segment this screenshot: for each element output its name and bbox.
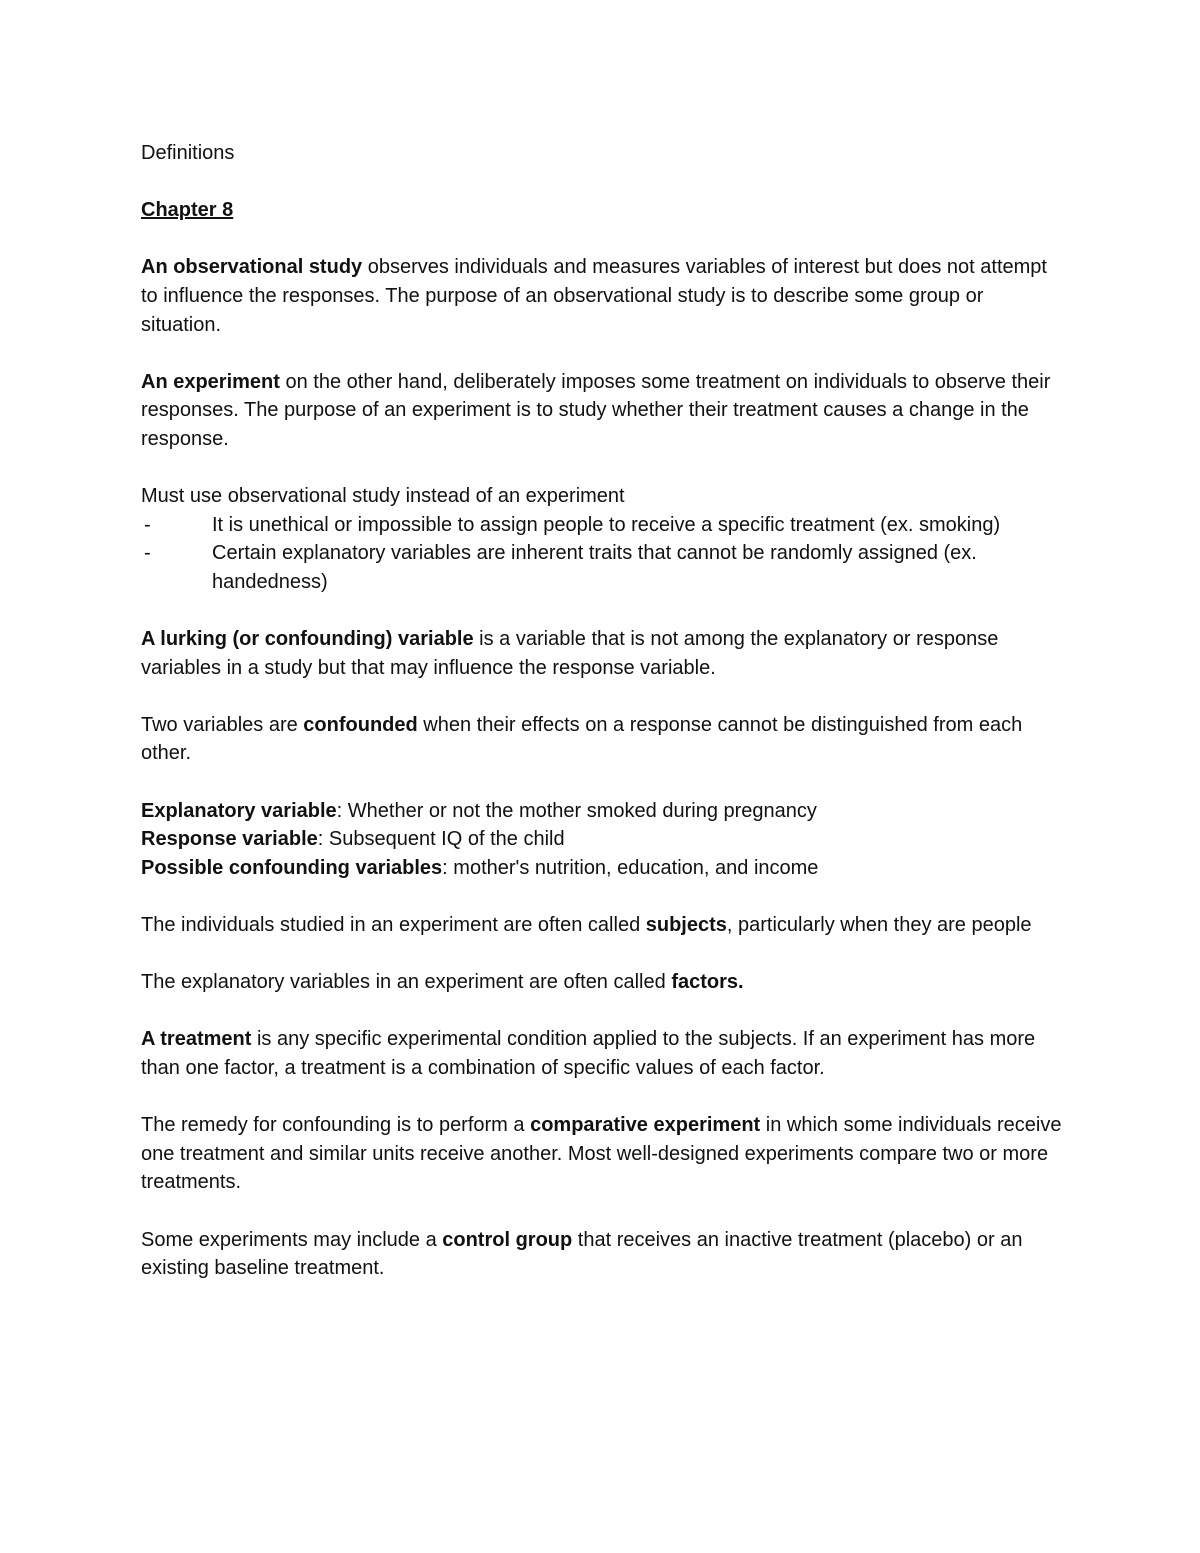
text-segment: The explanatory variables in an experiment are often called bbox=[141, 971, 672, 994]
paragraph-treatment bbox=[141, 1025, 1066, 1082]
definition-text: on the other hand, deliberately imposes some treatment on individuals to observe their responses. The purpose of an experiment is to study whether their treatment causes a change in the response. bbox=[141, 370, 1051, 450]
label-explanatory-variable: Explanatory variable bbox=[141, 799, 337, 822]
paragraph-factors bbox=[141, 968, 1066, 997]
paragraph-confounded bbox=[141, 711, 1066, 768]
term-confounded: confounded bbox=[303, 713, 418, 736]
list-item-text: It is unethical or impossible to assign people to receive a specific treatment (ex. smoking) bbox=[212, 513, 1001, 536]
example-explanatory bbox=[141, 797, 1066, 826]
dash-bullet: - bbox=[144, 542, 151, 565]
paragraph-observational-study bbox=[141, 253, 1066, 339]
text-segment: : Subsequent IQ of the child bbox=[317, 828, 565, 851]
paragraph-experiment bbox=[141, 368, 1066, 454]
document-page bbox=[141, 139, 1066, 1283]
text-segment: Some experiments may include a bbox=[141, 1228, 443, 1251]
list-item bbox=[141, 539, 1066, 596]
paragraph-lurking-variable bbox=[141, 625, 1066, 682]
label-confounding-variables: Possible confounding variables bbox=[141, 856, 443, 879]
list-item-text: Certain explanatory variables are inherent traits that cannot be randomly assigned (ex. handedness) bbox=[212, 542, 977, 593]
term-factors: factors. bbox=[671, 971, 744, 994]
term-control-group: control group bbox=[442, 1228, 573, 1251]
term-observational-study: An observational study bbox=[141, 256, 363, 279]
term-subjects: subjects bbox=[645, 914, 727, 937]
must-use-intro: Must use observational study instead of an experiment bbox=[141, 485, 625, 508]
text-segment: , particularly when they are people bbox=[726, 914, 1032, 937]
definition-text: is a variable that is not among the explanatory or response variables in a study but that may influence the response variable. bbox=[141, 628, 999, 679]
text-segment: : Whether or not the mother smoked during pregnancy bbox=[336, 799, 817, 822]
text-segment: in which some individuals receive one treatment and similar units receive another. Most well-designed experiments compare two or more treatments. bbox=[141, 1114, 1062, 1194]
paragraph-comparative-experiment bbox=[141, 1111, 1066, 1197]
text-segment: that receives an inactive treatment (placebo) or an existing baseline treatment. bbox=[141, 1228, 1023, 1280]
term-treatment: A treatment bbox=[141, 1028, 252, 1051]
text-segment: when their effects on a response cannot be distinguished from each other. bbox=[141, 713, 1023, 765]
label-response-variable: Response variable bbox=[141, 828, 318, 851]
text-segment: The remedy for confounding is to perform a bbox=[141, 1114, 531, 1137]
text-segment: The individuals studied in an experiment are often called bbox=[141, 914, 646, 937]
example-response bbox=[141, 825, 1066, 854]
dash-bullet: - bbox=[144, 513, 151, 536]
example-confounding bbox=[141, 854, 1066, 883]
list-item bbox=[141, 511, 1066, 540]
definition-text: is any specific experimental condition applied to the subjects. If an experiment has more than one factor, a treatment is a combination of specific values of each factor. bbox=[141, 1028, 1036, 1079]
must-use-list bbox=[141, 511, 1066, 597]
text-segment: Two variables are bbox=[141, 713, 304, 736]
chapter-heading: Chapter 8 bbox=[141, 199, 234, 222]
paragraph-control-group bbox=[141, 1226, 1066, 1283]
paragraph-subjects bbox=[141, 911, 1066, 940]
text-segment: : mother's nutrition, education, and income bbox=[442, 856, 819, 879]
term-lurking-variable: A lurking (or confounding) variable bbox=[141, 628, 474, 651]
definition-text: observes individuals and measures variables of interest but does not attempt to influence the responses. The purpose of an observational study is to describe some group or situation. bbox=[141, 256, 1047, 336]
document-title: Definitions bbox=[141, 142, 235, 164]
term-experiment: An experiment bbox=[141, 370, 280, 393]
term-comparative-experiment: comparative experiment bbox=[530, 1114, 761, 1137]
